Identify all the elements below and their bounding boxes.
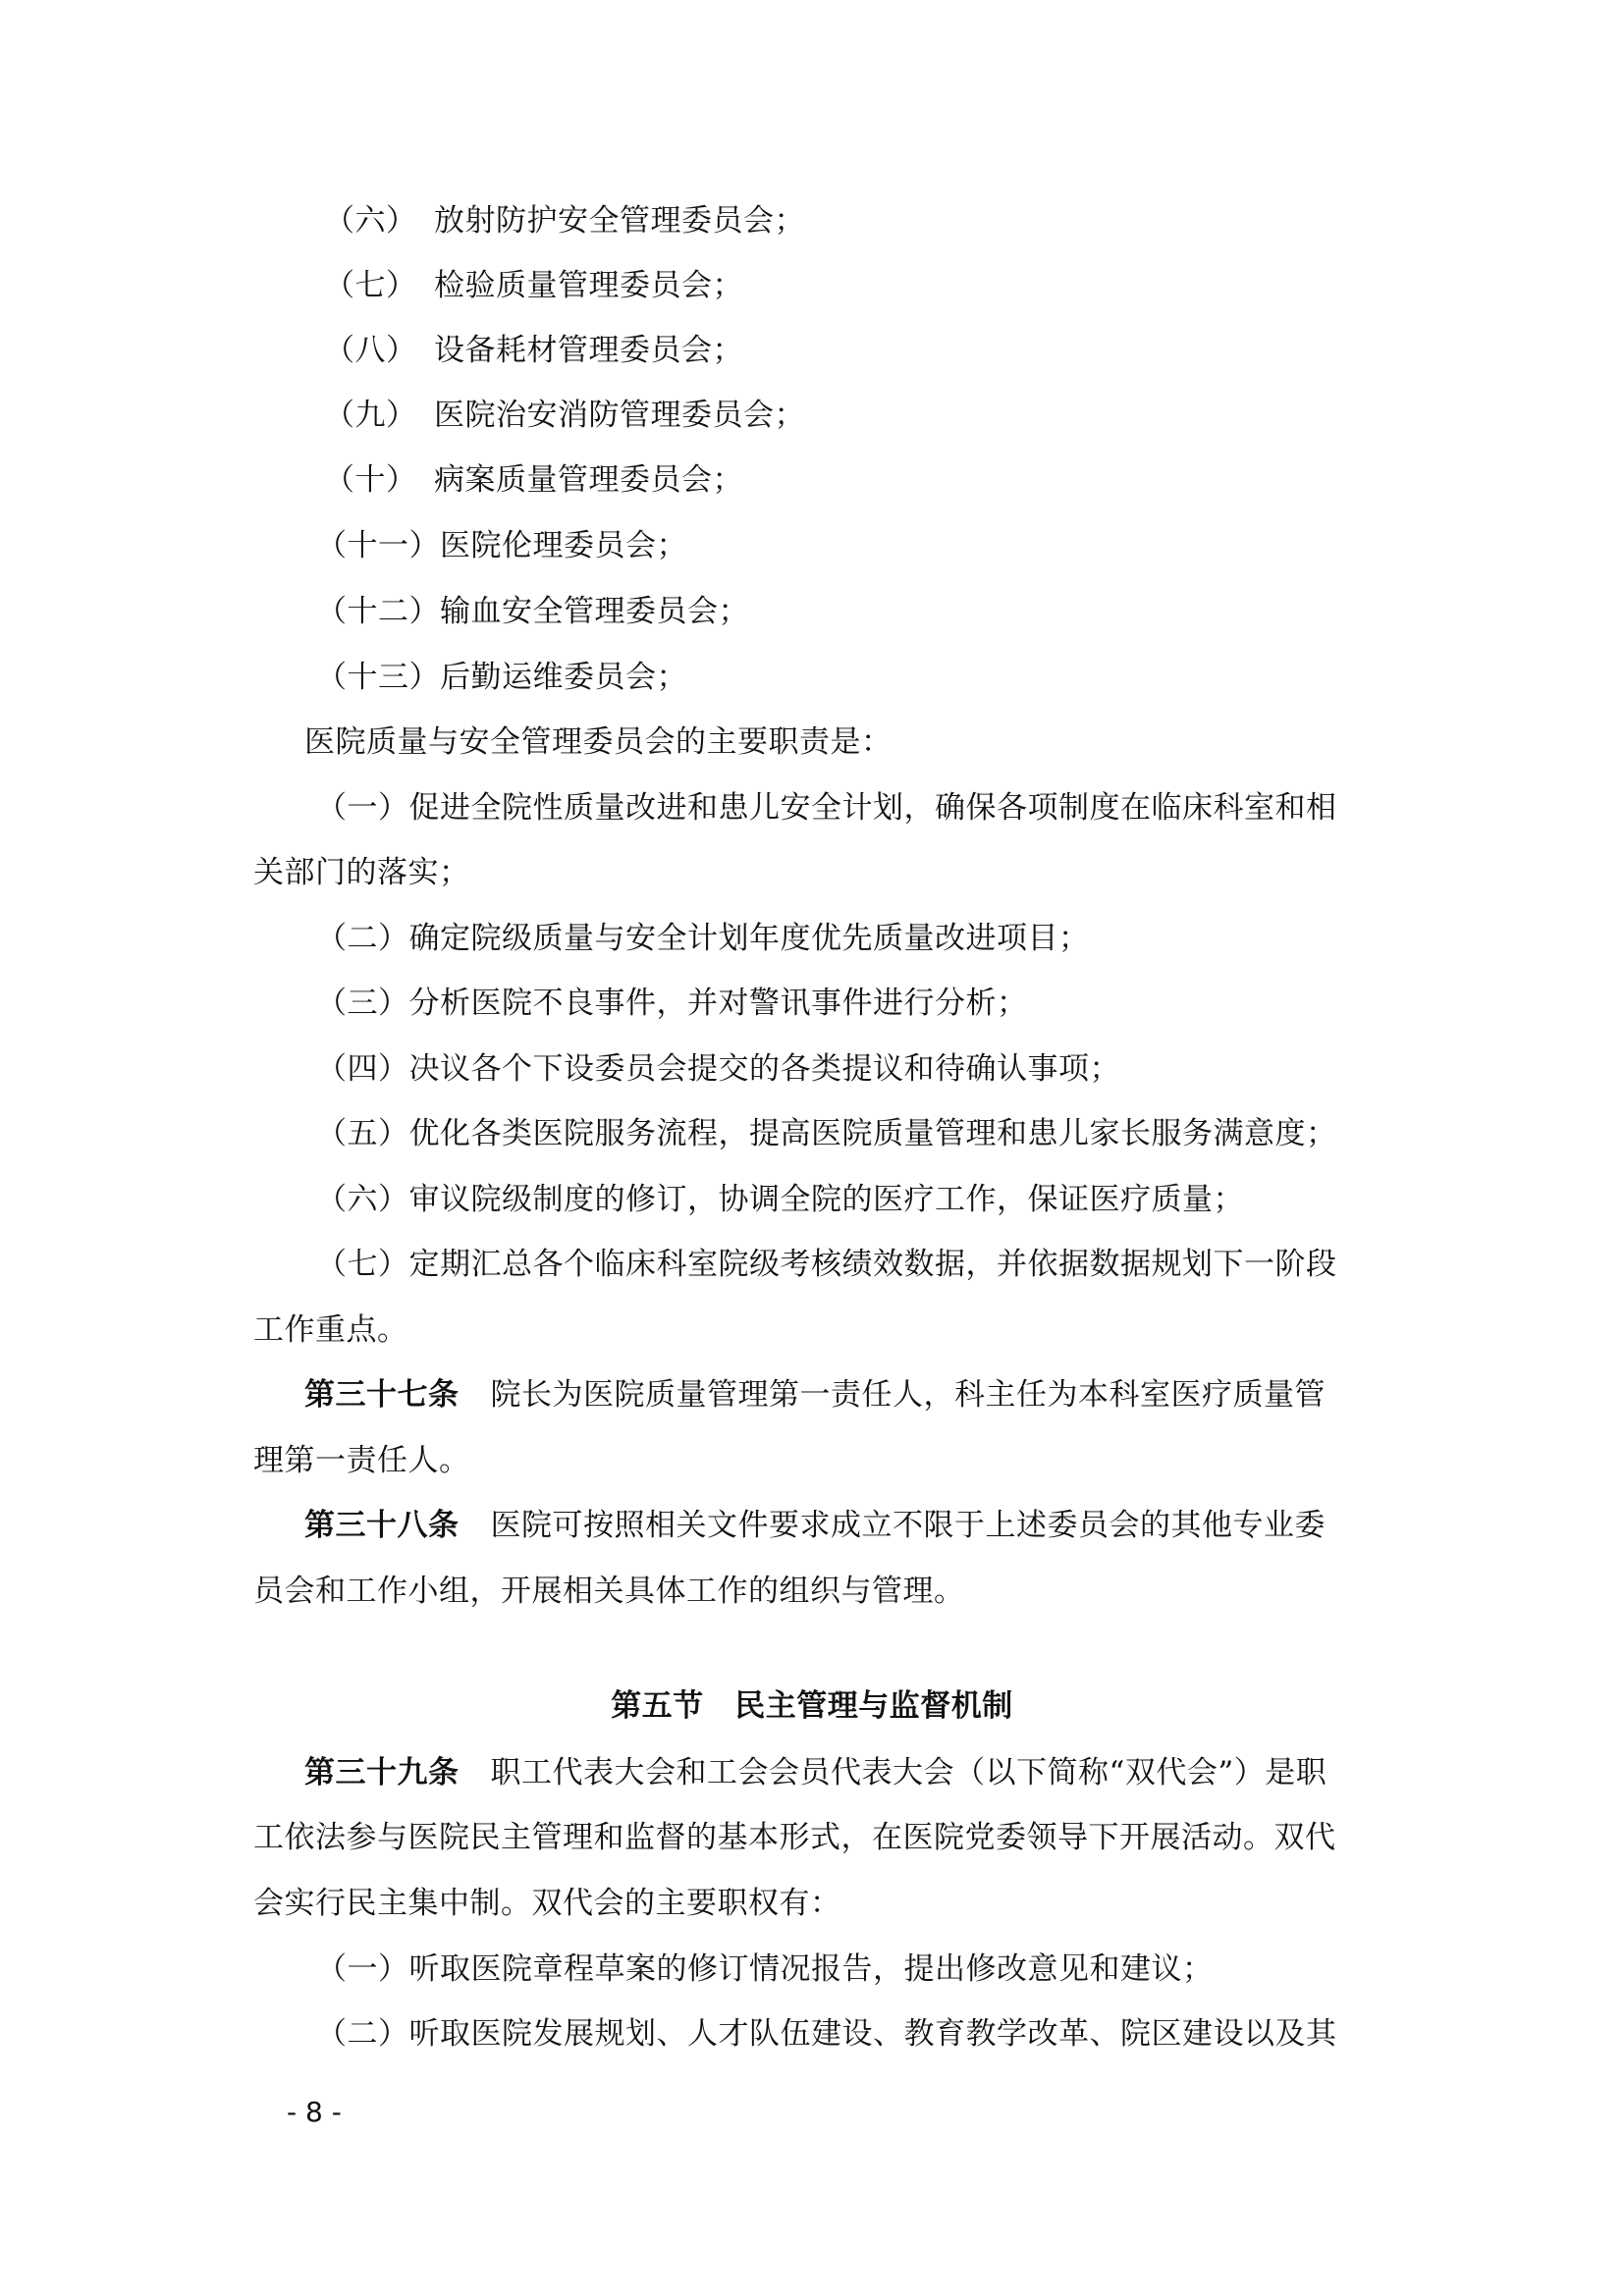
duty-line: （五）优化各类医院服务流程，提高医院质量管理和患儿家长服务满意度； [316,1116,1337,1151]
list-item-text: 放射防护安全管理委员会； [434,203,805,239]
list-item-text: 医院治安消防管理委员会； [434,398,805,433]
list-item [324,460,743,500]
duty-line: （二）确定院级质量与安全计划年度优先质量改进项目； [316,921,1090,956]
list-item [324,201,805,240]
article-38-cont: 员会和工作小组，开展相关具体工作的组织与管理。 [253,1574,965,1609]
list-item-number: （八） [324,333,417,368]
article-37 [304,1375,1326,1415]
list-item: （十二）输血安全管理委员会； [316,594,749,629]
article-number: 第三十七条 [304,1377,460,1413]
article-number: 第三十八条 [304,1508,460,1543]
list-item-text: 病案质量管理委员会； [434,462,743,498]
duty-line: （一）促进全院性质量改进和患儿安全计划，确保各项制度在临床科室和相 [316,790,1337,826]
list-item-text: 检验质量管理委员会； [434,268,743,303]
list-item-text: 设备耗材管理委员会； [434,333,743,368]
list-item-number: （七） [324,268,417,303]
article-text: 院长为医院质量管理第一责任人，科主任为本科室医疗质量管 [490,1377,1326,1413]
duty-line: （四）决议各个下设委员会提交的各类提议和待确认事项； [316,1051,1120,1087]
duty-line: 关部门的落实； [253,855,470,890]
duties-intro: 医院质量与安全管理委员会的主要职责是： [304,724,893,760]
section-heading: 第五节 民主管理与监督机制 [611,1688,1013,1724]
list-item: （十三）后勤运维委员会； [316,660,687,695]
list-item-number: （六） [324,203,417,239]
list-item: （十一）医院伦理委员会； [316,528,687,563]
duty-line: （六）审议院级制度的修订，协调全院的医疗工作，保证医疗质量； [316,1182,1244,1217]
duty-line: （三）分析医院不良事件，并对警讯事件进行分析； [316,986,1028,1021]
duty-line: 工作重点。 [253,1312,408,1348]
article-39-cont: 会实行民主集中制。双代会的主要职权有： [253,1886,841,1921]
article-39-cont: 工依法参与医院民主管理和监督的基本形式，在医院党委领导下开展活动。双代 [253,1820,1336,1855]
page-number: - 8 - [287,2096,342,2128]
list-item-number: （九） [324,398,417,433]
article-39 [304,1753,1326,1792]
article-39-item: （二）听取医院发展规划、人才队伍建设、教育教学改革、院区建设以及其 [316,2016,1337,2052]
article-38 [304,1506,1326,1545]
article-39-item: （一）听取医院章程草案的修订情况报告，提出修改意见和建议； [316,1951,1214,1987]
list-item [324,331,743,370]
list-item [324,396,805,435]
duty-line: （七）定期汇总各个临床科室院级考核绩效数据，并依据数据规划下一阶段 [316,1247,1337,1282]
article-text: 职工代表大会和工会会员代表大会（以下简称“双代会”）是职 [490,1755,1327,1790]
list-item [324,266,743,305]
article-text: 医院可按照相关文件要求成立不限于上述委员会的其他专业委 [490,1508,1326,1543]
article-number: 第三十九条 [304,1755,460,1790]
list-item-number: （十） [324,462,417,498]
article-37-cont: 理第一责任人。 [253,1443,470,1478]
